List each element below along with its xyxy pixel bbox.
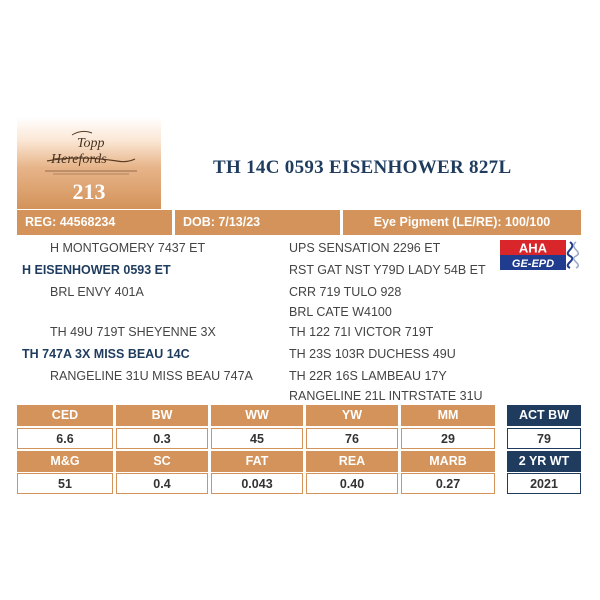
yr-wt-label: 2 YR WT: [507, 451, 581, 472]
epd-value-marb: 0.27: [401, 473, 495, 494]
pedigree-right-line: CRR 719 TULO 928: [289, 285, 402, 299]
epd-header-ww: WW: [211, 405, 303, 426]
epd-value-bw: 0.3: [116, 428, 208, 449]
epd-table: [17, 402, 581, 492]
topp-herefords-logo: [17, 121, 161, 183]
epd-value-mm: 29: [401, 428, 495, 449]
pedigree-right-line: UPS SENSATION 2296 ET: [289, 241, 441, 255]
yr-wt-value: 2021: [507, 473, 581, 494]
epd-value-sc: 0.4: [116, 473, 208, 494]
aha-badge-top: AHA: [518, 240, 548, 256]
epd-header-marb: MARB: [401, 451, 495, 472]
pedigree-right-line: TH 22R 16S LAMBEAU 17Y: [289, 369, 447, 383]
epd-header-mm: MM: [401, 405, 495, 426]
epd-header-fat: FAT: [211, 451, 303, 472]
pedigree-dam-sire: TH 49U 719T SHEYENNE 3X: [50, 325, 216, 339]
pedigree-right-line: TH 122 71I VICTOR 719T: [289, 325, 434, 339]
epd-header-bw: BW: [116, 405, 208, 426]
epd-header-sc: SC: [116, 451, 208, 472]
epd-value-ced: 6.6: [17, 428, 113, 449]
logo-line-2: Herefords: [51, 152, 107, 167]
pedigree-sire-dam: BRL ENVY 401A: [50, 285, 144, 299]
lot-number: 213: [72, 179, 106, 204]
epd-value-yw: 76: [306, 428, 398, 449]
registration-number: REG: 44568234: [17, 210, 172, 235]
epd-value-ww: 45: [211, 428, 303, 449]
lot-box: [17, 117, 161, 209]
epd-value-fat: 0.043: [211, 473, 303, 494]
pedigree-sire-sire: H MONTGOMERY 7437 ET: [50, 241, 206, 255]
pedigree-right-line: BRL CATE W4100: [289, 305, 392, 319]
aha-badge-graphic: [500, 240, 580, 270]
pedigree-dam: TH 747A 3X MISS BEAU 14C: [22, 347, 190, 361]
epd-value-mg: 51: [17, 473, 113, 494]
pedigree-right-line: RST GAT NST Y79D LADY 54B ET: [289, 263, 486, 277]
animal-name: TH 14C 0593 EISENHOWER 827L: [213, 157, 512, 178]
epd-header-rea: REA: [306, 451, 398, 472]
epd-header-mg: M&G: [17, 451, 113, 472]
epd-header-ced: CED: [17, 405, 113, 426]
pedigree-dam-dam: RANGELINE 31U MISS BEAU 747A: [50, 369, 253, 383]
epd-value-rea: 0.40: [306, 473, 398, 494]
pedigree-right-line: RANGELINE 21L INTRSTATE 31U: [289, 389, 483, 403]
act-bw-label: ACT BW: [507, 405, 581, 426]
date-of-birth: DOB: 7/13/23: [175, 210, 340, 235]
pedigree-sire: H EISENHOWER 0593 ET: [22, 263, 171, 277]
aha-badge-bottom: GE-EPD: [511, 258, 555, 270]
pedigree-right-line: TH 23S 103R DUCHESS 49U: [289, 347, 456, 361]
logo-line-1: Topp: [77, 136, 105, 151]
logo-graphic: [17, 121, 161, 183]
act-bw-value: 79: [507, 428, 581, 449]
eye-pigment: Eye Pigment (LE/RE): 100/100: [343, 210, 581, 235]
epd-header-yw: YW: [306, 405, 398, 426]
registration-bar: [17, 210, 581, 235]
aha-ge-epd-badge: [500, 240, 580, 270]
